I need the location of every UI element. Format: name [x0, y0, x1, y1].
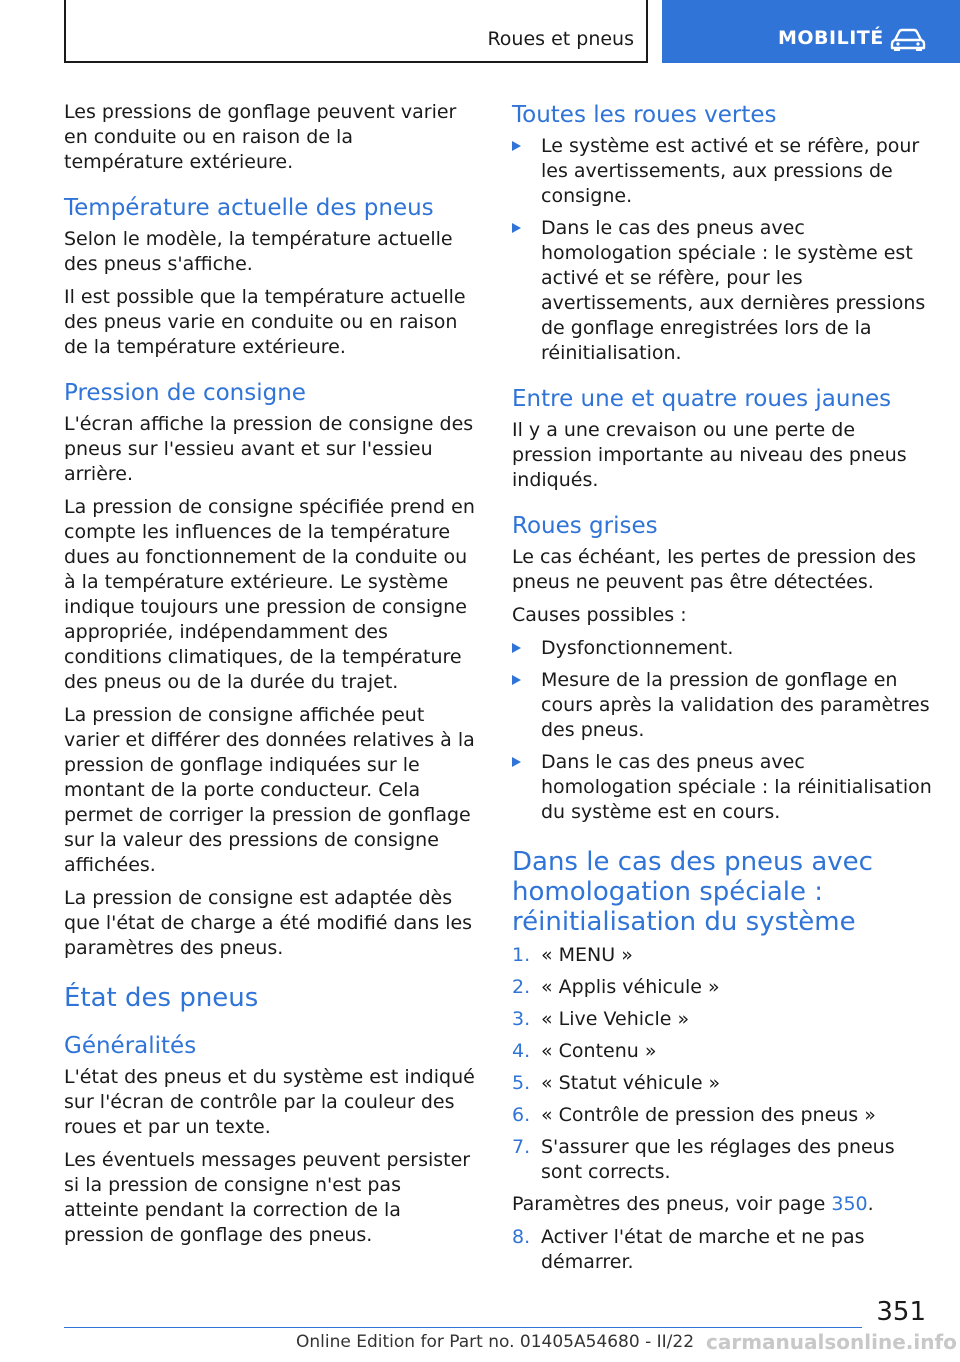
paragraph: Les éventuels messages peuvent persister si la pression de consigne n'est pas atteinte pendant la correction de la pression de gonflage des pneus. — [64, 1149, 471, 1246]
heading-reinitialisation: Dans le cas des pneus avec homologation spéciale : réinitialisation du système — [512, 847, 873, 937]
paragraph: Il y a une crevaison ou une perte de pression importante au niveau des pneus indiqués. — [512, 419, 907, 491]
step-item: 4. « Contenu » — [512, 1040, 657, 1062]
car-icon — [890, 28, 926, 52]
list-item: Dysfonctionnement. — [512, 636, 932, 661]
heading-etat-pneus: État des pneus — [64, 983, 259, 1013]
step-item: 2. « Applis véhicule » — [512, 976, 720, 998]
heading-consigne: Pression de consigne — [64, 380, 306, 406]
step-item: 7. S'assurer que les réglages des pneus sont corrects. — [512, 1136, 895, 1183]
page-number: 351 — [876, 1297, 926, 1327]
paragraph: Causes possibles : — [512, 604, 687, 626]
header-chapter-title: MOBILITÉ — [778, 27, 884, 49]
triangle-bullet-icon — [512, 757, 521, 767]
paragraph: La pression de consigne spécifiée prend en compte les influences de la température dues au fonctionnement de la conduite ou à la température extérieure. Le système indique toujours une pression de consigne appropriée, indépendamment des conditions climatiques, de la température des pneus ou de la durée du trajet. — [64, 496, 475, 693]
right-column — [512, 100, 932, 1282]
step-item: 8. Activer l'état de marche et ne pas démarrer. — [512, 1226, 865, 1273]
step-item: 1. « MENU » — [512, 944, 633, 966]
triangle-bullet-icon — [512, 675, 521, 685]
steps-list — [512, 943, 932, 1185]
list-item: Dans le cas des pneus avec homologation spéciale : le système est activé et se réfère, pour les avertissements, aux dernières pressions de gonflage enregistrées lors de la réinitialisation. — [512, 216, 932, 366]
step-note: Paramètres des pneus, voir page 350. — [512, 1193, 874, 1215]
heading-roues-jaunes: Entre une et quatre roues jaunes — [512, 386, 892, 412]
left-column — [64, 100, 478, 1256]
list-item: Le système est activé et se réfère, pour les avertissements, aux pressions de consigne. — [512, 134, 932, 209]
list-roues-vertes — [512, 134, 932, 366]
watermark: carmanualsonline.info — [706, 1330, 957, 1354]
list-causes — [512, 636, 932, 825]
heading-roues-vertes: Toutes les roues vertes — [512, 102, 777, 128]
step-item: 5. « Statut véhicule » — [512, 1072, 721, 1094]
footer-divider — [64, 1327, 862, 1328]
step-item: 6. « Contrôle de pression des pneus » — [512, 1104, 876, 1126]
header-chapter-tab — [662, 0, 960, 63]
step-item: 3. « Live Vehicle » — [512, 1008, 690, 1030]
paragraph: La pression de consigne est adaptée dès que l'état de charge a été modifié dans les paramètres des pneus. — [64, 887, 473, 959]
triangle-bullet-icon — [512, 141, 521, 151]
intro-paragraph: Les pressions de gonflage peuvent varier en conduite ou en raison de la température extérieure. — [64, 101, 457, 173]
paragraph: La pression de consigne affichée peut varier et différer des données relatives à la pression de gonflage indiquées sur le montant de la porte conducteur. Cela permet de corriger la pression de gonflage sur la valeur des pressions de consigne affichées. — [64, 704, 475, 876]
heading-roues-grises: Roues grises — [512, 513, 658, 539]
heading-generalites: Généralités — [64, 1033, 197, 1059]
paragraph: Il est possible que la température actuelle des pneus varie en conduite ou en raison de la température extérieure. — [64, 286, 466, 358]
footer-edition: Online Edition for Part no. 01405A54680 - II/22 — [296, 1332, 695, 1352]
list-item: Dans le cas des pneus avec homologation spéciale : la réinitialisation du système est en cours. — [512, 750, 932, 825]
paragraph: Selon le modèle, la température actuelle des pneus s'affiche. — [64, 228, 453, 275]
paragraph: Le cas échéant, les pertes de pression des pneus ne peuvent pas être détectées. — [512, 546, 917, 593]
list-item: Mesure de la pression de gonflage en cours après la validation des paramètres des pneus. — [512, 668, 932, 743]
heading-temperature: Température actuelle des pneus — [64, 195, 434, 221]
triangle-bullet-icon — [512, 643, 521, 653]
triangle-bullet-icon — [512, 223, 521, 233]
header-left-box — [64, 0, 648, 63]
steps-list-continued — [512, 1225, 932, 1275]
header-section-title: Roues et pneus — [487, 28, 634, 50]
page-reference-link[interactable]: 350 — [831, 1193, 868, 1215]
paragraph: L'état des pneus et du système est indiqué sur l'écran de contrôle par la couleur des roues et par un texte. — [64, 1066, 475, 1138]
paragraph: L'écran affiche la pression de consigne des pneus sur l'essieu avant et sur l'essieu arrière. — [64, 413, 474, 485]
